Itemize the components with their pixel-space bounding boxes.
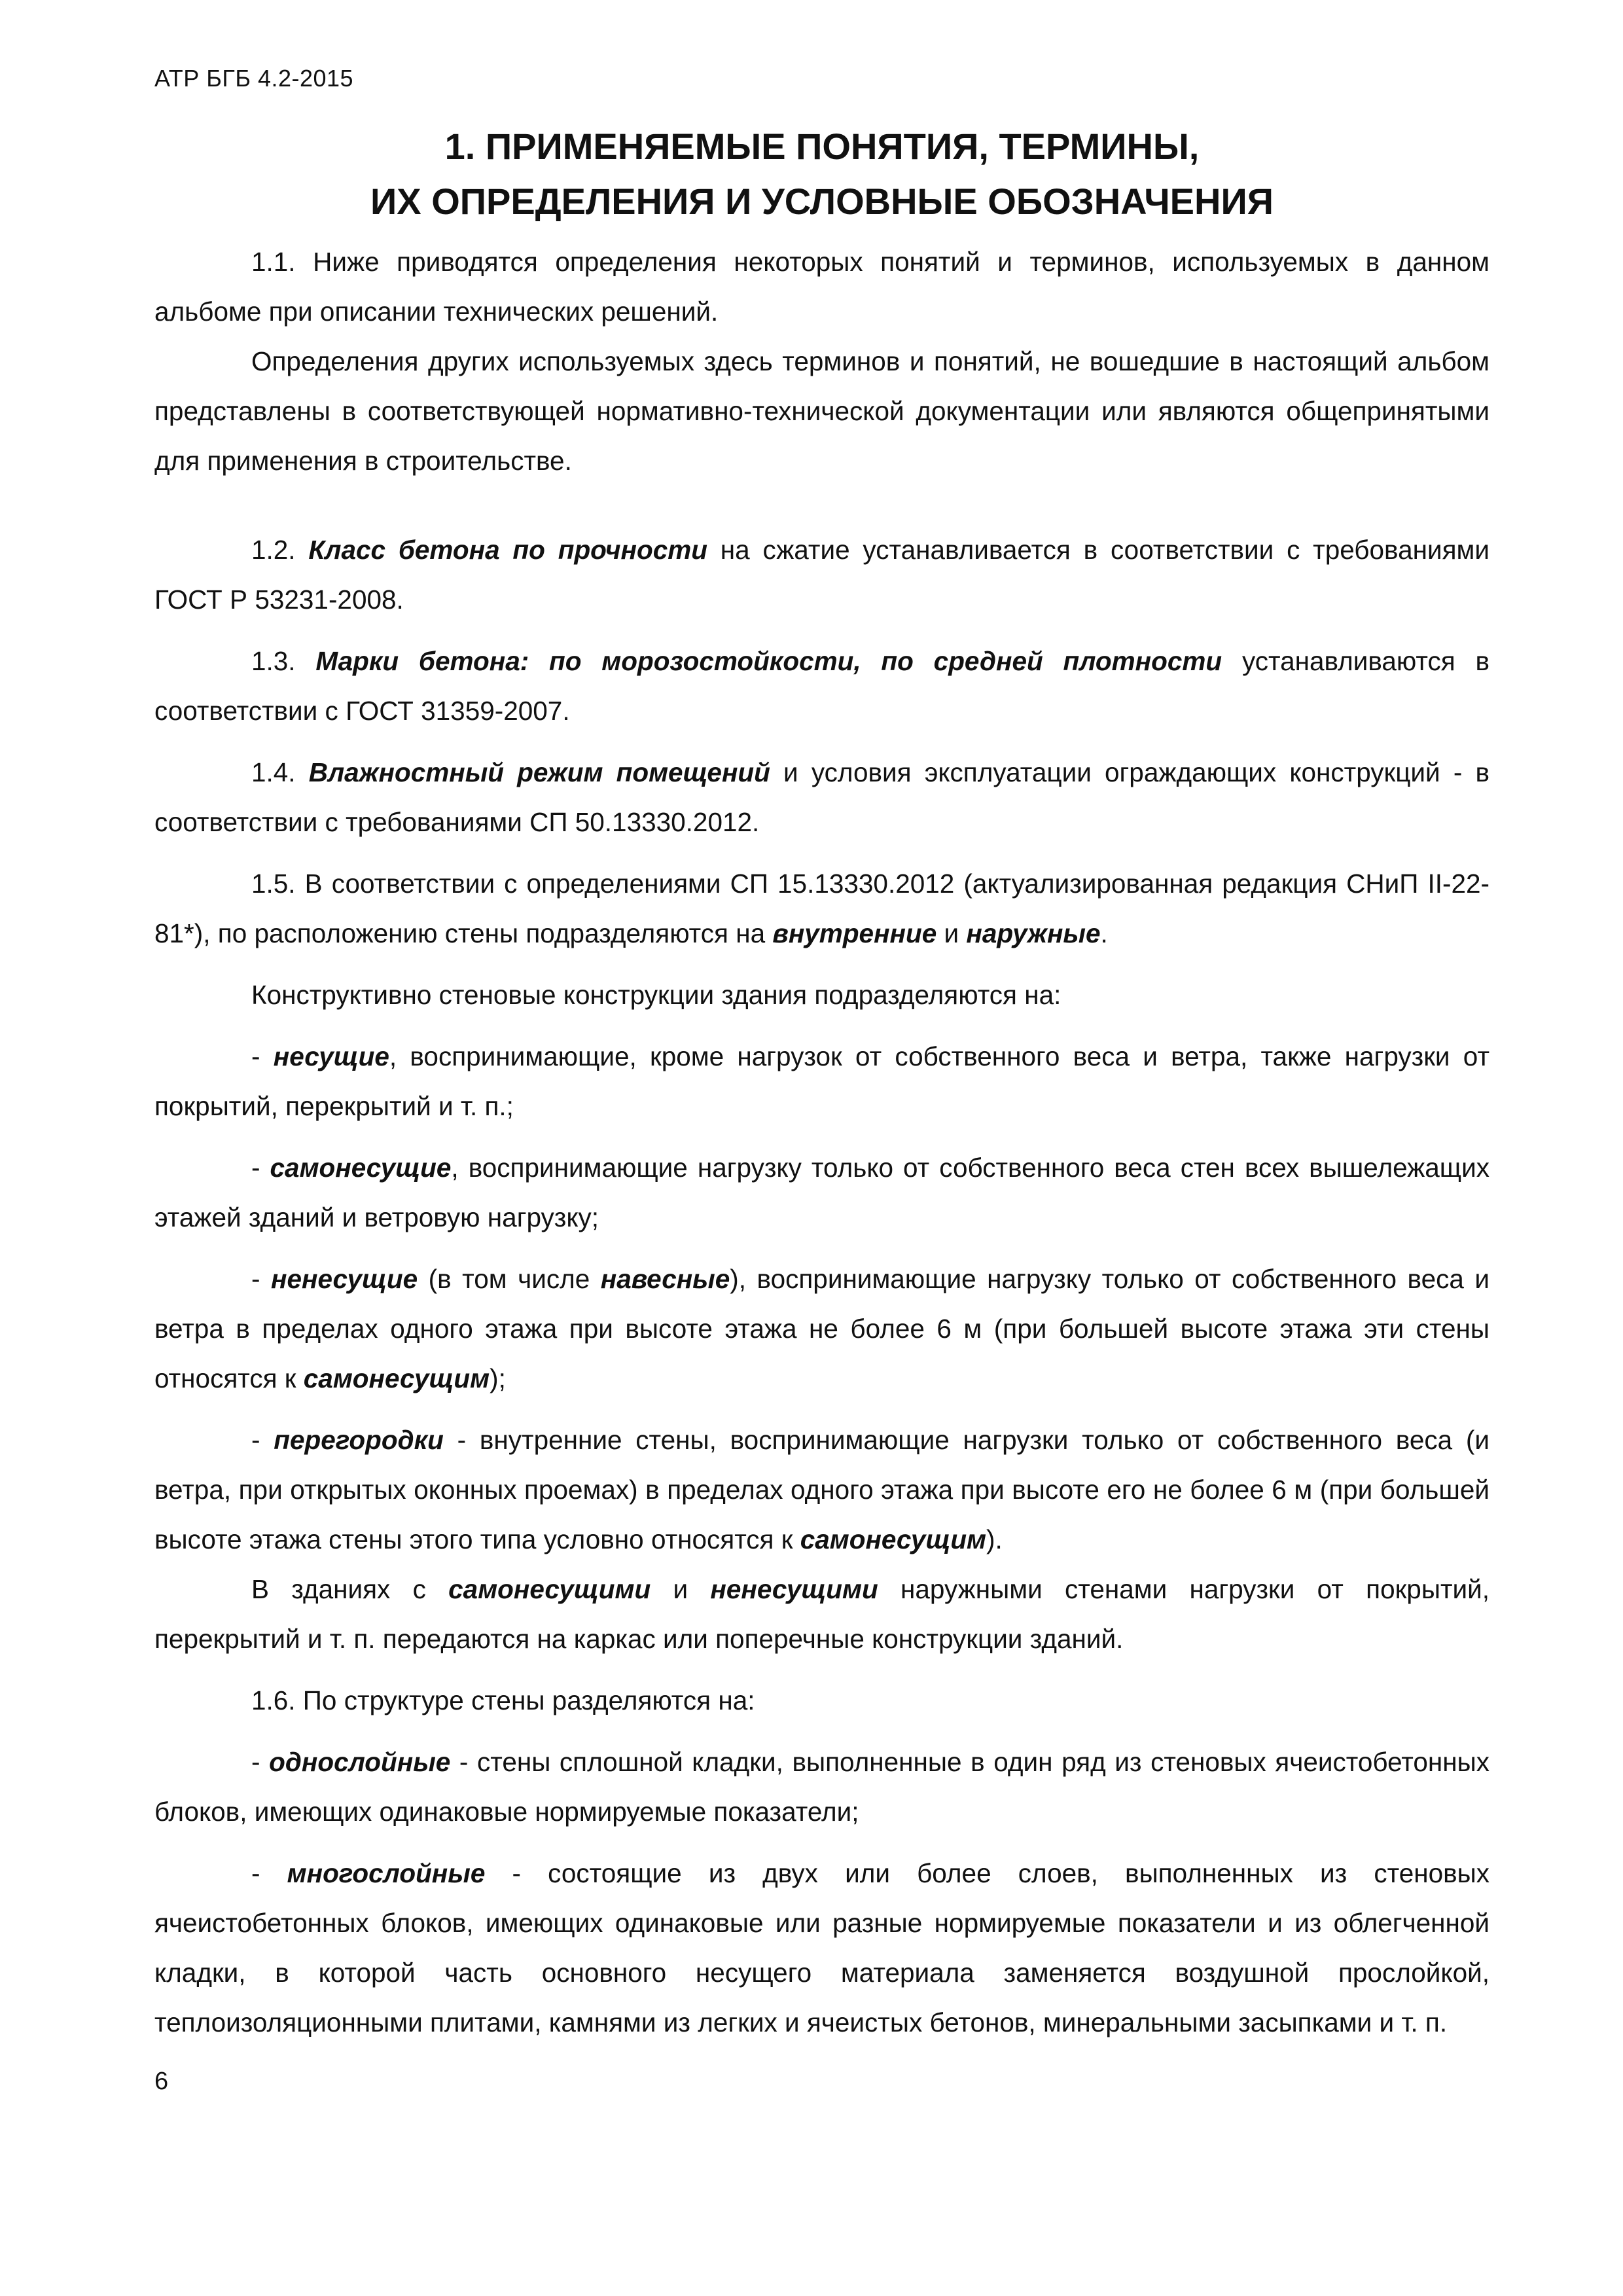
- paragraph-text: 1.2.: [251, 535, 309, 565]
- list-item-non-load-bearing: [154, 1254, 1489, 1403]
- section-title: [154, 119, 1489, 229]
- paragraph-1-1-continued: Определения других используемых здесь терминов и понятий, не вошедшие в настоящий альбом представлены в соответствующей нормативно-технической документации или являются общепринятыми для применения в строительстве.: [154, 346, 1489, 476]
- paragraph-text: );: [490, 1363, 506, 1393]
- paragraph-text: 1.3.: [251, 646, 316, 676]
- paragraph-1-5: [154, 859, 1489, 958]
- paragraph-text: наружными стенами нагрузки от покрытий, перекрытий и т. п. передаются на каркас или поперечные конструкции зданий.: [154, 1574, 1489, 1654]
- term-non-load-bearing: ненесущие: [271, 1264, 418, 1294]
- paragraph-text: 1.4.: [251, 757, 309, 787]
- list-item-multi-layer: [154, 1848, 1489, 2047]
- term-self-supporting-ref: самонесущим: [800, 1524, 987, 1554]
- paragraph-text: В зданиях с: [251, 1574, 449, 1604]
- paragraph-text: на сжатие устанавливается в соответствии с требованиями ГОСТ Р 53231-2008.: [154, 535, 1489, 615]
- section-title-line-1: 1. ПРИМЕНЯЕМЫЕ ПОНЯТИЯ, ТЕРМИНЫ,: [444, 126, 1200, 167]
- document-body: [154, 237, 1489, 2047]
- paragraph-text: ), воспринимающие нагрузку только от собственного веса и ветра в пределах одного этажа при высоте этажа не более 6 м (при большей высоте этажа эти стены относятся к: [154, 1264, 1489, 1393]
- term-load-bearing: несущие: [273, 1041, 389, 1071]
- paragraph-text: -: [251, 1425, 274, 1455]
- paragraph-text: -: [251, 1041, 274, 1071]
- term-partitions: перегородки: [274, 1425, 444, 1455]
- paragraph-1-2: [154, 525, 1489, 624]
- paragraph-text: ).: [986, 1524, 1003, 1554]
- section-title-line-2: ИХ ОПРЕДЕЛЕНИЯ И УСЛОВНЫЕ ОБОЗНАЧЕНИЯ: [370, 181, 1274, 222]
- paragraph-text: - стены сплошной кладки, выполненные в один ряд из стеновых ячеистобетонных блоков, имеющих одинаковые нормируемые показатели;: [154, 1747, 1489, 1827]
- page-number: 6: [154, 2068, 169, 2095]
- paragraph-1-1: 1.1. Ниже приводятся определения некоторых понятий и терминов, используемых в данном альбоме при описании технических решений.: [154, 247, 1489, 327]
- paragraph-text: -: [251, 1858, 287, 1888]
- term-humidity-regime: Влажностный режим помещений: [308, 757, 770, 787]
- paragraph-text: и: [651, 1574, 711, 1604]
- paragraph-1-6: 1.6. По структуре стены разделяются на:: [251, 1685, 755, 1715]
- term-single-layer: однослойные: [269, 1747, 451, 1777]
- term-self-supporting-ref: самонесущими: [448, 1574, 651, 1604]
- list-item-self-supporting: [154, 1143, 1489, 1242]
- term-curtain: навесные: [600, 1264, 730, 1294]
- paragraph-load-transfer: [154, 1564, 1489, 1664]
- paragraph-1-4: [154, 747, 1489, 847]
- paragraph-1-3: [154, 636, 1489, 736]
- paragraph-text: (в том числе: [418, 1264, 601, 1294]
- paragraph-text: и: [936, 918, 967, 948]
- term-concrete-grades: Марки бетона: по морозостойкости, по средней плотности: [315, 646, 1222, 676]
- term-concrete-strength-class: Класс бетона по прочности: [308, 535, 707, 565]
- list-item-single-layer: [154, 1737, 1489, 1837]
- paragraph-text: -: [251, 1747, 270, 1777]
- term-non-load-bearing-ref: ненесущими: [710, 1574, 878, 1604]
- list-item-partitions: [154, 1415, 1489, 1564]
- term-self-supporting: самонесущие: [270, 1153, 452, 1183]
- term-self-supporting-ref: самонесущим: [303, 1363, 490, 1393]
- paragraph-text: -: [251, 1264, 271, 1294]
- term-multi-layer: многослойные: [287, 1858, 486, 1888]
- document-code-header: АТР БГБ 4.2-2015: [154, 65, 354, 92]
- term-internal: внутренние: [772, 918, 937, 948]
- paragraph-text: 1.5. В соответствии с определениями СП 15.13330.2012 (актуализированная редакция СНиП II-22-81*), по расположению стены подразделяются на: [154, 869, 1489, 948]
- paragraph-text: -: [251, 1153, 270, 1183]
- paragraph-text: и условия эксплуатации ограждающих конструкций - в соответствии с требованиями СП 50.13330.2012.: [154, 757, 1489, 837]
- paragraph-text: , воспринимающие нагрузку только от собственного веса стен всех вышележащих этажей зданий и ветровую нагрузку;: [154, 1153, 1489, 1232]
- paragraph-text: - состоящие из двух или более слоев, выполненных из стеновых ячеистобетонных блоков, имеющих одинаковые или разные нормируемые показатели и из облегченной кладки, в которой часть основного несущего материала заменяется воздушной прослойкой, теплоизоляционными плитами, камнями из легких и ячеистых бетонов, минеральными засыпками и т. п.: [154, 1858, 1489, 2037]
- paragraph-text: - внутренние стены, воспринимающие нагрузки только от собственного веса (и ветра, при открытых оконных проемах) в пределах одного этажа при высоте его не более 6 м (при большей высоте этажа стены этого типа условно относятся к: [154, 1425, 1489, 1554]
- paragraph-construction-types: Конструктивно стеновые конструкции здания подразделяются на:: [251, 980, 1061, 1010]
- term-external: наружные: [966, 918, 1101, 948]
- paragraph-text: устанавливаются в соответствии с ГОСТ 31359-2007.: [154, 646, 1489, 726]
- list-item-load-bearing: [154, 1031, 1489, 1131]
- paragraph-text: .: [1100, 918, 1108, 948]
- paragraph-text: , воспринимающие, кроме нагрузок от собственного веса и ветра, также нагрузки от покрытий, перекрытий и т. п.;: [154, 1041, 1489, 1121]
